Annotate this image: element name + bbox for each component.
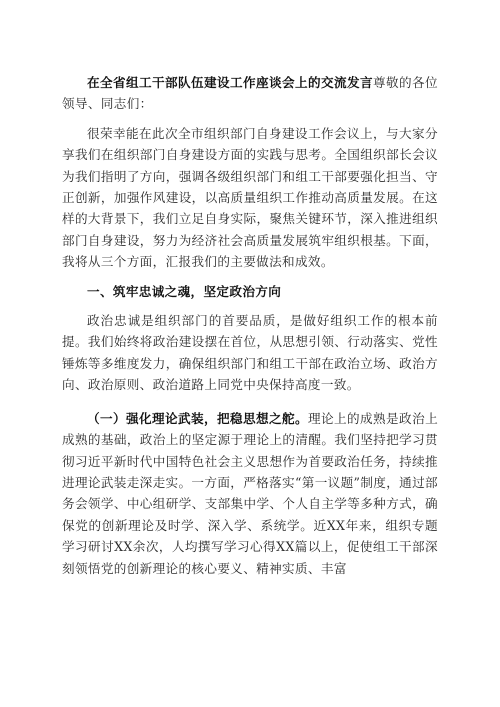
- subsection-1-lead: （一）强化理论武装，把稳思想之舵。: [87, 410, 309, 426]
- subsection-1-paragraph: [62, 408, 438, 579]
- intro-paragraph: 很荣幸能在此次全市组织部门自身建设工作会议上，与大家分享我们在组织部门自身建设方面的实践与思考。全国组织部长会议为我们指明了方向，强调各级组织部门和组工干部要强化担当、守正创新，加强作风建设，以高质量组织工作推动高质量发展。在这样的大背景下，我们立足自身实际，聚焦关键环节，深入推进组织部门自身建设，努力为经济社会高质量发展筑牢组织根基。下面，我将从三个方面，汇报我们的主要做法和成效。: [62, 125, 438, 270]
- subsection-1-body: 理论上的成熟是政治上成熟的基础，政治上的坚定源于理论上的清醒。我们坚持把学习贯彻习近平新时代中国特色社会主义思想作为首要政治任务，持续推进理论武装走深走实。一方面，严格落实“第一议题”制度，通过部务会领学、中心组研学、支部集中学、个人自主学等多种方式，确保党的创新理论及时学、深入学、系统学。近XX年来，组织专题学习研讨XX余次，人均撰写学习心得XX篇以上，促使组工干部深刻领悟党的创新理论的核心要义、精神实质、丰富: [62, 410, 439, 576]
- title-paragraph: [62, 72, 438, 115]
- salutation: 尊敬的各位领导、同志们：: [62, 75, 438, 112]
- section-1-paragraph: 政治忠诚是组织部门的首要品质，是做好组织工作的根本前提。我们始终将政治建设摆在首位，从思想引领、行动落实、党性锤炼等多维度发力，确保组织部门和组工干部在政治立场、政治方向、政治原则、政治道路上同党中央保持高度一致。: [62, 313, 438, 393]
- section-1-heading: 一、筑牢忠诚之魂，坚定政治方向: [87, 283, 282, 299]
- document-title: 在全省组工干部队伍建设工作座谈会上的交流发言: [87, 75, 374, 90]
